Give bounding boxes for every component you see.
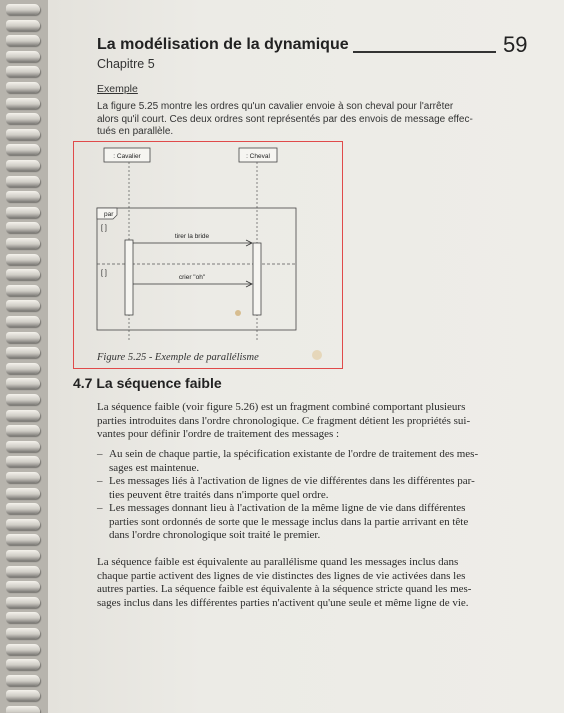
- binding-ring: [6, 285, 40, 296]
- binding-ring: [6, 113, 40, 124]
- binding-ring: [6, 519, 40, 530]
- binding-ring: [6, 191, 40, 202]
- section-paragraph-2: [97, 556, 502, 610]
- cheval-lifeline-label: : Cheval: [246, 153, 270, 160]
- binding-ring: [6, 597, 40, 608]
- guard-2: [ ]: [101, 270, 107, 277]
- binding-ring: [6, 207, 40, 218]
- binding-ring: [6, 410, 40, 421]
- guard-1: [ ]: [101, 225, 107, 232]
- binding-ring: [6, 222, 40, 233]
- sequence-diagram: [74, 142, 342, 368]
- binding-ring: [6, 4, 40, 15]
- text-line: tués en parallèle.: [97, 126, 174, 137]
- binding-ring: [6, 300, 40, 311]
- list-item: [97, 502, 502, 543]
- page-number: 59: [503, 32, 528, 57]
- text-line: Au sein de chaque partie, la spécification existante de l'ordre de traitement des mes-: [109, 448, 479, 460]
- section-paragraph-1: [97, 401, 502, 442]
- binding-ring: [6, 675, 40, 686]
- binding-ring: [6, 332, 40, 343]
- binding-ring: [6, 254, 40, 265]
- text-line: ties peuvent être traités dans n'importe quel ordre.: [109, 488, 329, 501]
- binding-ring: [6, 176, 40, 187]
- page-header-title: La modélisation de la dynamique: [97, 36, 349, 53]
- text-line: chaque partie activent des lignes de vie distinctes des lignes de vie activées dans les: [97, 569, 466, 582]
- binding-ring: [6, 20, 40, 31]
- binding-ring: [6, 612, 40, 623]
- text-line: dans l'ordre chronologique soit traité le premier.: [109, 529, 321, 541]
- binding-ring: [6, 316, 40, 327]
- figure-caption: Figure 5.25 - Exemple de parallélisme: [97, 352, 259, 363]
- binding-ring: [6, 129, 40, 140]
- binding-ring: [6, 51, 40, 62]
- binding-ring: [6, 690, 40, 701]
- text-line: vantes pour définir l'ordre de traitement des messages :: [97, 428, 340, 440]
- text-line: autres parties. La séquence faible est équivalente à la séquence stricte quand les mes-: [97, 583, 472, 595]
- binding-ring: [6, 581, 40, 592]
- binding-ring: [6, 363, 40, 374]
- bullet-list: [97, 448, 502, 543]
- binding-ring: [6, 378, 40, 389]
- text-line: Les messages liés à l'activation de lignes de vie différentes dans les différentes par-: [109, 475, 475, 487]
- text-line: parties introduites dans l'ordre chronologique. Ce fragment détient les propriétés sui-: [97, 414, 471, 427]
- section-heading: 4.7 La séquence faible: [73, 375, 222, 391]
- binding-ring: [6, 425, 40, 436]
- binding-ring: [6, 82, 40, 93]
- text-line: La séquence faible est équivalente au parallélisme quand les messages inclus dans: [97, 556, 459, 568]
- binding-ring: [6, 160, 40, 171]
- binding-ring: [6, 550, 40, 561]
- binding-ring: [6, 503, 40, 514]
- list-item: [97, 475, 502, 502]
- binding-ring: [6, 644, 40, 655]
- bullet-dash: –: [97, 475, 103, 487]
- binding-ring: [6, 441, 40, 452]
- text-line: Les messages donnant lieu à l'activation de la même ligne de vie dans différentes: [109, 502, 466, 514]
- example-heading: Exemple: [97, 83, 138, 95]
- binding-ring: [6, 456, 40, 467]
- chapter-label: Chapitre 5: [97, 57, 155, 71]
- binding-ring: [6, 488, 40, 499]
- binding-ring: [6, 566, 40, 577]
- cavalier-lifeline-label: : Cavalier: [113, 153, 141, 160]
- binding-ring: [6, 394, 40, 405]
- spiral-binding: [0, 0, 48, 713]
- bullet-dash: –: [97, 502, 103, 514]
- binding-ring: [6, 98, 40, 109]
- binding-ring: [6, 144, 40, 155]
- text-line: sages est maintenue.: [109, 461, 200, 474]
- text-line: sages inclus dans les différentes parties n'activent qu'une seule et même ligne de vie.: [97, 596, 469, 609]
- example-paragraph: [97, 101, 502, 139]
- bullet-dash: –: [97, 448, 103, 460]
- stain-mark: [312, 350, 322, 360]
- binding-ring: [6, 534, 40, 545]
- binding-ring: [6, 238, 40, 249]
- header-rule: [353, 51, 496, 53]
- binding-ring: [6, 628, 40, 639]
- cheval-activation: [253, 243, 261, 315]
- text-line: parties sont ordonnés de sorte que le message inclus dans la partie arrivant en tête: [109, 515, 469, 528]
- binding-ring: [6, 269, 40, 280]
- binding-ring: [6, 35, 40, 46]
- binding-ring: [6, 347, 40, 358]
- text-line: La séquence faible (voir figure 5.26) est un fragment combiné comportant plusieurs: [97, 401, 466, 413]
- par-operator-label: par: [104, 211, 114, 218]
- message-1-label: tirer la bride: [174, 233, 210, 240]
- binding-ring: [6, 706, 40, 713]
- message-2-label: crier "oh": [178, 274, 206, 281]
- binding-ring: [6, 66, 40, 77]
- stain-mark: [235, 310, 241, 316]
- cavalier-activation: [125, 240, 133, 315]
- text-line: La figure 5.25 montre les ordres qu'un cavalier envoie à son cheval pour l'arrêter: [97, 101, 454, 112]
- binding-ring: [6, 472, 40, 483]
- text-line: alors qu'il court. Ces deux ordres sont représentés par des envois de message effec-: [97, 113, 473, 125]
- binding-ring: [6, 659, 40, 670]
- list-item: [97, 448, 502, 475]
